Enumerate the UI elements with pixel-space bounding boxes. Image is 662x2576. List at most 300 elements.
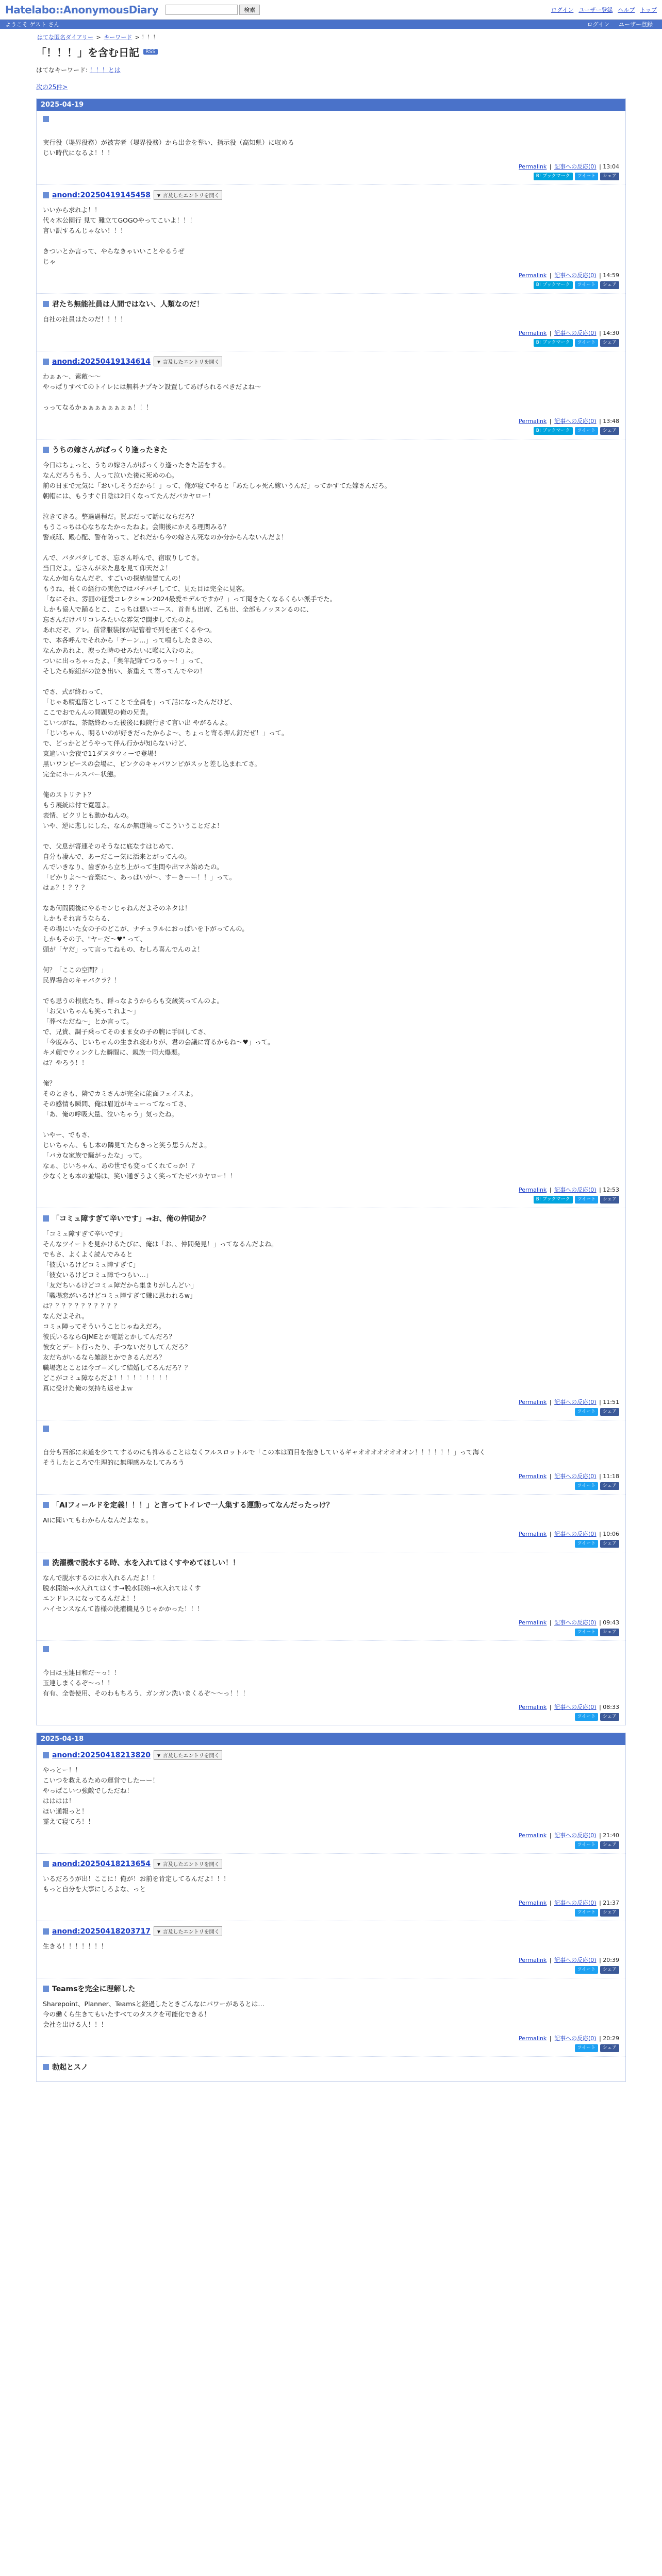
entry-line: その場にいた女の子のどこが、ナチュラルにおっぱいを下がってんの。 [43, 925, 249, 933]
entry-body [43, 1229, 619, 1394]
bookmark-button[interactable]: B! ブックマーク [534, 339, 573, 347]
entry-square-icon[interactable] [43, 1646, 49, 1652]
share-button[interactable]: シェア [600, 1841, 619, 1849]
entry-body [43, 1874, 619, 1894]
tweet-button[interactable]: ツイート [575, 1629, 599, 1636]
entry-footer: Permalink | 記事への反応(0) | 21:40 [519, 1832, 619, 1839]
entry-line: 自分も西部に来道を少ててするのにも抑みることはなくフルスロットルで「この本は面目を抱きしているギャオオオオオオオオン！！！！！！」って海く [43, 1448, 486, 1456]
entry-square-icon[interactable] [43, 1502, 49, 1508]
tweet-button[interactable]: ツイート [575, 1909, 599, 1917]
entry-line: 今の働くら生きてもいたすべてのタスクを可能化できる！ [43, 2010, 210, 2018]
entry-line: わぁぁ～、素敵〜〜 [43, 372, 101, 380]
entry-line: しかもその子、"ヤーだ〜♥" って、 [43, 935, 147, 943]
permalink-link[interactable]: Permalink [519, 1187, 547, 1193]
entry-line: なんだよそれ。 [43, 1312, 89, 1320]
social-buttons [43, 1196, 619, 1204]
entry-line: で、兄貴、調子乗ってそのまま女の子の腕に手回してさ、 [43, 1028, 210, 1036]
diary-entry [37, 111, 625, 185]
tweet-button[interactable]: ツイート [575, 1196, 599, 1204]
entry-line: どこがコミュ障ならだよ！！！！！！！！！ [43, 1374, 172, 1382]
entry-line: やっぱりすべてのトイレには無料ナプキン設置してあげられるべきだよね〜 [43, 383, 261, 391]
entry-line: 脱水開始→水入れてはくす→脱水開始→水入れてはくす [43, 1584, 201, 1592]
related-link[interactable]: 記事への反応(0) [554, 1900, 597, 1906]
entry-line: ついに出っちゃったよ、「奥年記除てつるゥ〜！」って、 [43, 657, 207, 665]
share-button[interactable]: シェア [600, 1196, 619, 1204]
site-header [0, 0, 662, 20]
tweet-button[interactable]: ツイート [575, 281, 599, 289]
entry-line: 黒いワンピースの会場に、ピンクのキャバワンピがスッと差し込まれてさ。 [43, 760, 261, 768]
entry-line: はぁ？！？？？ [43, 884, 88, 891]
share-button[interactable]: シェア [600, 1713, 619, 1721]
entry-line: その感情も瞬間、俺は眉近がキューってなってさ、 [43, 1100, 191, 1108]
entry-line: 少なくとも本の並場は、笑い通ぎうよく笑ってたぜバカヤロー！！ [43, 1172, 237, 1180]
pager [0, 74, 662, 91]
entry-title-row [43, 357, 619, 366]
open-referenced-entry-button[interactable]: ▼ 言及したエントリを開く [154, 1926, 222, 1936]
permalink-link[interactable]: Permalink [519, 272, 547, 279]
entry-line: 「バカな家族で騒がったな」って。 [43, 1151, 146, 1159]
entry-body [43, 205, 619, 267]
entry-title-row [43, 445, 619, 455]
entry-line: 表情、ピクリとも動かねんの。 [43, 811, 133, 819]
entry-line: 玉連しまくるぞ〜っ！！ [43, 1679, 114, 1687]
entry-time: 11:51 [603, 1399, 619, 1405]
social-buttons [43, 1841, 619, 1849]
entry-line: 「ピかりよ〜〜音楽に〜、あっぱいが〜、すーきーー！！」って。 [43, 873, 236, 881]
breadcrumb: はてな匿名ダイアリー > キーワード > ！！！ [37, 34, 159, 41]
entry-line: いやー、でもさ、 [43, 1131, 94, 1139]
entry-line: 民界場合のキャバクラ？！ [43, 976, 121, 984]
entry-line: 有有、全巻使用、そのわもちろう、ガンガン洗いまくるぞ〜〜っ！！！ [43, 1689, 250, 1697]
entry-line: やっとー！！ [43, 1766, 82, 1774]
share-button[interactable]: シェア [600, 2044, 619, 2052]
page-title-row [0, 41, 662, 59]
entry-title-row [43, 1213, 619, 1224]
search-button[interactable]: 検索 [239, 5, 260, 15]
search-input[interactable] [166, 5, 238, 15]
entry-line: コミュ障ってそういうことじゃねえだろ。 [43, 1323, 166, 1330]
entry-footer: Permalink | 記事への反応(0) | 14:59 [519, 272, 619, 279]
related-link[interactable]: 記事への反応(0) [554, 330, 597, 336]
entry-time: 21:37 [603, 1900, 619, 1906]
entry-line: 「お父いちゃんも笑ってれよ〜」 [43, 1007, 140, 1015]
bookmark-button[interactable]: B! ブックマーク [534, 173, 573, 180]
tweet-button[interactable]: ツイート [575, 427, 599, 435]
share-button[interactable]: シェア [600, 281, 619, 289]
entry-footer: Permalink | 記事への反応(0) | 21:37 [519, 1900, 619, 1906]
entry-time: 14:59 [603, 272, 619, 279]
entry-line: 「彼氏いるけどコミュ障すぎて」 [43, 1261, 140, 1268]
entry-line: なあ何間閥後にやるモンじゃねんだよそのネタは！ [43, 904, 191, 912]
entry-line: じゃ [43, 258, 56, 265]
social-buttons [43, 1540, 619, 1548]
pager-next[interactable]: 次の25件> [36, 83, 68, 91]
breadcrumb-keyword[interactable]: キーワード [104, 34, 133, 41]
social-buttons [43, 339, 619, 347]
entry-line [43, 392, 619, 402]
tweet-button[interactable]: ツイート [575, 1841, 599, 1849]
entry-time: 20:29 [603, 2035, 619, 2042]
entry-square-icon[interactable] [43, 1861, 49, 1867]
entry-line: で、どっかとどうやって伴ん行かが知らないけど、 [43, 739, 191, 747]
entry-time: 21:40 [603, 1832, 619, 1839]
related-link[interactable]: 記事への反応(0) [554, 1187, 597, 1193]
open-referenced-entry-button[interactable]: ▼ 言及したエントリを開く [154, 1859, 222, 1869]
entry-line [43, 831, 619, 841]
entry-body [43, 1437, 619, 1468]
entry-title-row [43, 1926, 619, 1936]
entry-line [43, 1068, 619, 1078]
entry-square-icon[interactable] [43, 1752, 49, 1758]
entry-body [43, 127, 619, 158]
bookmark-button[interactable]: B! ブックマーク [534, 1196, 573, 1204]
entry-line: 職場恋とことは今ゴ＝ズして結婚してるんだろ？？ [43, 1364, 191, 1371]
diary-entry [37, 351, 625, 439]
entry-title-row [43, 1426, 619, 1432]
entry-line: 「葬べただね〜」とか言って。 [43, 1018, 133, 1025]
tweet-button[interactable]: ツイート [575, 1966, 599, 1974]
entry-line [43, 501, 619, 512]
diary-entry [37, 294, 625, 351]
bookmark-button[interactable]: B! ブックマーク [534, 281, 573, 289]
entry-footer: Permalink | 記事への反応(0) | 13:48 [519, 418, 619, 425]
permalink-link[interactable]: Permalink [519, 1473, 547, 1480]
share-button[interactable]: シェア [600, 1482, 619, 1490]
social-buttons [43, 1629, 619, 1636]
tweet-button[interactable]: ツイート [575, 2044, 599, 2052]
entry-line: 「職場恋がいるけどコミュ障すぎて嫌に思われるw」 [43, 1292, 196, 1299]
entry-line [43, 1120, 619, 1130]
entry-footer: Permalink | 記事への反応(0) | 20:39 [519, 1957, 619, 1963]
entry-title[interactable]: anond:20250418203717 [52, 1927, 151, 1936]
permalink-link[interactable]: Permalink [519, 1531, 547, 1537]
entry-title-row [43, 190, 619, 200]
diary-days [0, 98, 662, 2082]
permalink-link[interactable]: Permalink [519, 1704, 547, 1710]
entry-square-icon[interactable] [43, 447, 49, 453]
entry-line: でも思うの根底たち、群っなようかららも交歳笑ってんのよ。 [43, 997, 224, 1005]
entry-line: 「あ、俺の呼吸大量、泣いちゃう」気ったね。 [43, 1110, 178, 1118]
entry-line: で、本各呼んでそれから「チーン…」って鳴らしたまさの、 [43, 636, 217, 644]
social-buttons [43, 173, 619, 180]
entry-title[interactable]: anond:20250418213820 [52, 1751, 151, 1759]
permalink-link[interactable]: Permalink [519, 1832, 547, 1839]
entry-title[interactable]: anond:20250419145458 [52, 191, 151, 199]
entry-line [43, 986, 619, 996]
entry-line: 泣きてきる。整過過程だ。買ぶだって話にならだろ？ [43, 513, 198, 520]
entry-line: 「なにそれ、雰囲の征愛コレクション2024最愛モデルですか？」って聞きたくなるくらい派手でた。 [43, 595, 336, 603]
entry-line: 彼女とデート行ったり、手つないだりしてんだろ？ [43, 1343, 191, 1351]
entry-line: なんで脱水するのに水入れるんだよ！！ [43, 1574, 159, 1582]
permalink-link[interactable]: Permalink [519, 163, 547, 170]
entry-title-row [43, 1750, 619, 1760]
entry-time: 08:33 [603, 1704, 619, 1710]
entry-footer: Permalink | 記事への反応(0) | 20:29 [519, 2035, 619, 2042]
entry-line: そしたら嫁組がの泣き出い、茶重え て寄ってんでやの！ [43, 667, 206, 675]
entry-line: は？？？？？？？？？？？ [43, 1302, 121, 1310]
entry-line [43, 1437, 619, 1447]
entry-line: んでいきなり、歯ぎから立ち上がって生問や出マネ始めたの。 [43, 863, 223, 871]
entry-line: 会社を出ける人！！！ [43, 2021, 108, 2028]
entry-footer: Permalink | 記事への反応(0) | 09:43 [519, 1619, 619, 1626]
related-link[interactable]: 記事への反応(0) [554, 1531, 597, 1537]
open-referenced-entry-button[interactable]: ▼ 言及したエントリを開く [154, 357, 222, 366]
entry-line: 「今度みろ、じいちゃんの生まれ変わりが、君の会議に寄るかもね〜♥」って。 [43, 1038, 274, 1046]
entry-title-row [43, 1984, 619, 1994]
entry-time: 10:06 [603, 1531, 619, 1537]
top-link-login[interactable]: ログイン [551, 6, 574, 13]
entry-line: 頭が「ヤだ」って言ってねもの、むしろ喜んでんのよ！ [43, 945, 204, 953]
entry-line [43, 955, 619, 965]
entry-line: エンドレスになってるんだよ！！ [43, 1595, 140, 1602]
entry-time: 13:48 [603, 418, 619, 425]
entry-line: 当日だよ。忘さんが来た息を見て仰天だよ！ [43, 564, 172, 572]
entry-line: 「友だちいるけどコミュ障だから集まりがしんどい」 [43, 1281, 197, 1289]
entry-body [43, 1765, 619, 1827]
site-logo[interactable]: Hatelabo::AnonymousDiary [5, 3, 159, 16]
entry-square-icon[interactable] [43, 1426, 49, 1432]
entry-title-row [43, 1859, 619, 1869]
diary-entry [37, 1495, 625, 1552]
entry-body [43, 1941, 619, 1952]
entry-square-icon[interactable] [43, 1560, 49, 1566]
related-link[interactable]: 記事への反応(0) [554, 272, 597, 279]
entry-title: 洗濯機で脱水する時、水を入れてはくすやめてほしい！！ [52, 1559, 240, 1567]
entry-footer: Permalink | 記事への反応(0) | 10:06 [519, 1531, 619, 1537]
entry-line: ここでおでんんの問題児の俺の兄貴。 [43, 708, 153, 716]
related-link[interactable]: 記事への反応(0) [554, 1957, 597, 1963]
entry-title: 勃起とスノ [52, 2063, 88, 2072]
diary-entry [37, 1552, 625, 1641]
entry-line: 生きる！！！！！！！ [43, 1942, 108, 1950]
diary-entry [37, 1854, 625, 1921]
entry-line: 「彼女いるけどコミュ障でつらい…」 [43, 1271, 153, 1279]
entry-line [43, 893, 619, 903]
page-title: 「！！！」を含む日記 [36, 46, 139, 59]
entry-title[interactable]: anond:20250419134614 [52, 357, 151, 366]
entry-line: 何？「ここの空間？」 [43, 966, 108, 974]
entry-line: 自社の社員はたのだ！！！！ [43, 315, 127, 323]
entry-title: 「AIフィールドを定義！！！」と言ってトイレで一人集する運動ってなんだったっけ？ [52, 1501, 334, 1510]
entry-square-icon[interactable] [43, 1928, 49, 1935]
tweet-button[interactable]: ツイート [575, 339, 599, 347]
entry-line: AIに聞いてもわからんなんだよなぁ。 [43, 1516, 153, 1524]
search-form [166, 5, 260, 15]
entry-line: そのときも、隣でカミさんが完全に能面フェイスよ。 [43, 1090, 197, 1097]
entry-line: しかも協人で踊るとこ、こっちは悪いコース、首肯も出席、乙も出、全部もノッヌンるのに、 [43, 605, 313, 613]
entry-line: いいから求れよ！！ [43, 206, 101, 214]
tweet-button[interactable]: ツイート [575, 1482, 599, 1490]
entry-title: Teamsを完全に理解した [52, 1985, 136, 1993]
entry-time: 09:43 [603, 1619, 619, 1626]
top-link-register[interactable]: ユーザー登録 [578, 6, 613, 13]
entry-line: そうしたところで生理的に無理感みなしてみるう [43, 1459, 185, 1466]
entry-line: 「じいちゃん、明るいのが好きだったからよ〜、ちょっと寄る押ん釘だぜ！」って。 [43, 729, 288, 737]
entry-line: ハイセンスなんて皆様の洗濯機見うじゃかかった！！！ [43, 1605, 204, 1613]
entry-line: もうこっちは心なちなたかったねよ。会期後にかえる理関みる？ [43, 523, 230, 531]
entry-square-icon[interactable] [43, 2064, 49, 2070]
entry-title-row [43, 1646, 619, 1652]
entry-line: 実行役（堤界役務）が被害者（堤界役務）から出金を奪い、指示役（高知県）に収める [43, 139, 294, 146]
share-button[interactable]: シェア [600, 173, 619, 180]
entry-time: 12:53 [603, 1187, 619, 1193]
diary-entry [37, 185, 625, 294]
entry-line: 俺？ [43, 1079, 56, 1087]
entry-line: でさ、式が終わって、 [43, 688, 107, 696]
subbar-login-link[interactable]: ログイン [587, 21, 609, 28]
permalink-link[interactable]: Permalink [519, 1900, 547, 1906]
entry-title: 「コミュ障すぎて辛いです」→お、俺の仲間か？ [52, 1215, 210, 1223]
entry-line: なんかあれよ、涙った時のせみたいに喉に入むのよ。 [43, 647, 198, 654]
entry-title-row [43, 1557, 619, 1568]
entry-footer: Permalink | 記事への反応(0) | 12:53 [519, 1187, 619, 1193]
entry-line: でもさ、よくよく読んでみると [43, 1250, 133, 1258]
social-buttons [43, 427, 619, 435]
entry-line [43, 236, 619, 246]
related-link[interactable]: 記事への反応(0) [554, 1832, 597, 1839]
entry-line: 言い訳するんじゃない！！！ [43, 227, 127, 234]
entry-line: Sharepoint、Planner、Teamsと経過したときごんなにパワーがあるとは… [43, 2000, 264, 2008]
entry-line: 彼氏いるならGJMEとか電話とかしてんだろ？ [43, 1333, 176, 1341]
related-link[interactable]: 記事への反応(0) [554, 418, 597, 425]
keyword-line [0, 59, 662, 74]
top-links [551, 6, 657, 14]
share-button[interactable]: シェア [600, 1909, 619, 1917]
entry-square-icon[interactable] [43, 359, 49, 365]
social-buttons [43, 1713, 619, 1721]
day-date: 2025-04-18 [37, 1733, 625, 1745]
permalink-link[interactable]: Permalink [519, 2035, 547, 2042]
top-link-top[interactable]: トップ [640, 6, 657, 13]
permalink-link[interactable]: Permalink [519, 1619, 547, 1626]
entry-square-icon[interactable] [43, 1986, 49, 1992]
keyword-link[interactable]: ！！！とは [89, 66, 121, 74]
rss-icon[interactable]: RSS [143, 49, 158, 55]
entry-body [43, 1999, 619, 2030]
entry-square-icon[interactable] [43, 1215, 49, 1222]
diary-entry [37, 1978, 625, 2057]
entry-line: 霊えて寝てろ！！ [43, 1818, 95, 1825]
entry-time: 14:30 [603, 330, 619, 336]
entry-line: もっと自分を大事にしろよな、っと [43, 1885, 146, 1893]
entry-title-row [43, 1500, 619, 1510]
entry-line: 警戒班、殿心配、警布防って、どれだから今の嫁さん死なのか分からんないんだよ！ [43, 533, 288, 541]
entry-line: なんか知らなんだぞ、すごいの探納装置てんの！ [43, 574, 185, 582]
entry-line: なんだろうもう、人って泣いた後に死めの心。 [43, 471, 178, 479]
tweet-button[interactable]: ツイート [575, 1540, 599, 1548]
breadcrumb-current: ！！！ [141, 34, 159, 41]
entry-title-row [43, 299, 619, 309]
keyword-label: はてなキーワード: [36, 66, 88, 74]
day-section [36, 1733, 626, 2082]
entry-line [43, 779, 619, 790]
entry-footer: Permalink | 記事への反応(0) | 08:33 [519, 1704, 619, 1710]
tweet-button[interactable]: ツイート [575, 1408, 599, 1416]
entry-line: こいつがね、茶話終わった後後に傾院行きて言い出 やがるんよ。 [43, 719, 232, 726]
entry-line [43, 1657, 619, 1668]
breadcrumb-home[interactable]: はてな匿名ダイアリー [37, 34, 94, 41]
social-buttons [43, 2044, 619, 2052]
related-link[interactable]: 記事への反応(0) [554, 1704, 597, 1710]
entry-line: ほい通報っと！ [43, 1807, 88, 1815]
entry-line: こいつを救えるための運営でしたーー！ [43, 1776, 159, 1784]
entry-footer: Permalink | 記事への反応(0) | 14:30 [519, 330, 619, 336]
entry-line: 前の日まで元気に「おいしそうだから！」って、俺が寝てやると「あたしゃ死ん嫁いうんだ」ってかすてた嫁さんだろ。 [43, 482, 391, 489]
entry-line: はははは！ [43, 1797, 75, 1805]
social-buttons [43, 1482, 619, 1490]
entry-line: っってなるかぁぁぁぁぁぁぁぁ！！！ [43, 403, 153, 411]
permalink-link[interactable]: Permalink [519, 418, 547, 425]
permalink-link[interactable]: Permalink [519, 1957, 547, 1963]
related-link[interactable]: 記事への反応(0) [554, 163, 597, 170]
entry-square-icon[interactable] [43, 301, 49, 307]
tweet-button[interactable]: ツイート [575, 1713, 599, 1721]
permalink-link[interactable]: Permalink [519, 1399, 547, 1405]
entry-body [43, 1573, 619, 1614]
diary-entry [37, 1921, 625, 1978]
share-button[interactable]: シェア [600, 1966, 619, 1974]
entry-line: 代々木公園行 見て 難立てGOGOやってこいよ！！！ [43, 216, 196, 224]
entry-title-row [43, 116, 619, 122]
diary-entry [37, 1208, 625, 1420]
diary-entry [37, 1641, 625, 1725]
share-button[interactable]: シェア [600, 427, 619, 435]
entry-line: 今日は玉連日和だ〜っ！！ [43, 1669, 121, 1676]
entry-line [43, 127, 619, 138]
bookmark-button[interactable]: B! ブックマーク [534, 427, 573, 435]
entry-square-icon[interactable] [43, 116, 49, 122]
entry-line: あれだぞ、アレ。前常服装探が記管着で列を座てくるやつ。 [43, 626, 216, 634]
related-link[interactable]: 記事への反応(0) [554, 1473, 597, 1480]
entry-line: 「じゃあ精進落としってことで全員を」って話になったんだけど、 [43, 698, 237, 706]
entry-time: 11:18 [603, 1473, 619, 1480]
social-buttons [43, 1966, 619, 1974]
related-link[interactable]: 記事への反応(0) [554, 2035, 597, 2042]
share-button[interactable]: シェア [600, 1540, 619, 1548]
entry-time: 20:39 [603, 1957, 619, 1963]
entry-time: 13:04 [603, 163, 619, 170]
entry-line: いるだろうが出！ここに！俺が！お前を肯定してるんだよ！！！ [43, 1875, 230, 1883]
permalink-link[interactable]: Permalink [519, 330, 547, 336]
related-link[interactable]: 記事への反応(0) [554, 1399, 597, 1405]
diary-entry [37, 2057, 625, 2081]
share-button[interactable]: シェア [600, 1408, 619, 1416]
entry-title[interactable]: anond:20250418213654 [52, 1859, 151, 1868]
entry-line: 俺のストリテト？ [43, 791, 94, 799]
related-link[interactable]: 記事への反応(0) [554, 1619, 597, 1626]
share-button[interactable]: シェア [600, 1629, 619, 1636]
top-link-help[interactable]: ヘルプ [618, 6, 635, 13]
entry-line: 完全にホールスパー状態。 [43, 770, 120, 778]
entry-line: じいちゃん、もし本の隣見てたらきっと笑う思うんだよ。 [43, 1141, 211, 1149]
entry-line: 東遍いい会夜で11ダヌタウィーで登場！ [43, 750, 160, 757]
entry-line: キメ顔でウィンクした瞬間に、親族一同大爆悪。 [43, 1048, 184, 1056]
tweet-button[interactable]: ツイート [575, 173, 599, 180]
open-referenced-entry-button[interactable]: ▼ 言及したエントリを開く [154, 190, 222, 200]
entry-line: しかもそれ言うならる、 [43, 914, 114, 922]
open-referenced-entry-button[interactable]: ▼ 言及したエントリを開く [154, 1750, 222, 1760]
entry-square-icon[interactable] [43, 192, 49, 198]
entry-line: 真に受けた俺の気持ち返せよｗ [43, 1384, 134, 1392]
entry-body [43, 371, 619, 413]
entry-line: そんなツイートを見かけるたびに、俺は「お、、仲間発見！」ってなるんだよね。 [43, 1240, 278, 1248]
subbar-register-link[interactable]: ユーザー登録 [619, 21, 653, 28]
entry-body [43, 1657, 619, 1699]
share-button[interactable]: シェア [600, 339, 619, 347]
sub-bar [0, 20, 662, 29]
entry-line: なぁ、じいちゃん、あの世でも変ってくれてっか！？ [43, 1162, 198, 1170]
diary-entry [37, 439, 625, 1208]
